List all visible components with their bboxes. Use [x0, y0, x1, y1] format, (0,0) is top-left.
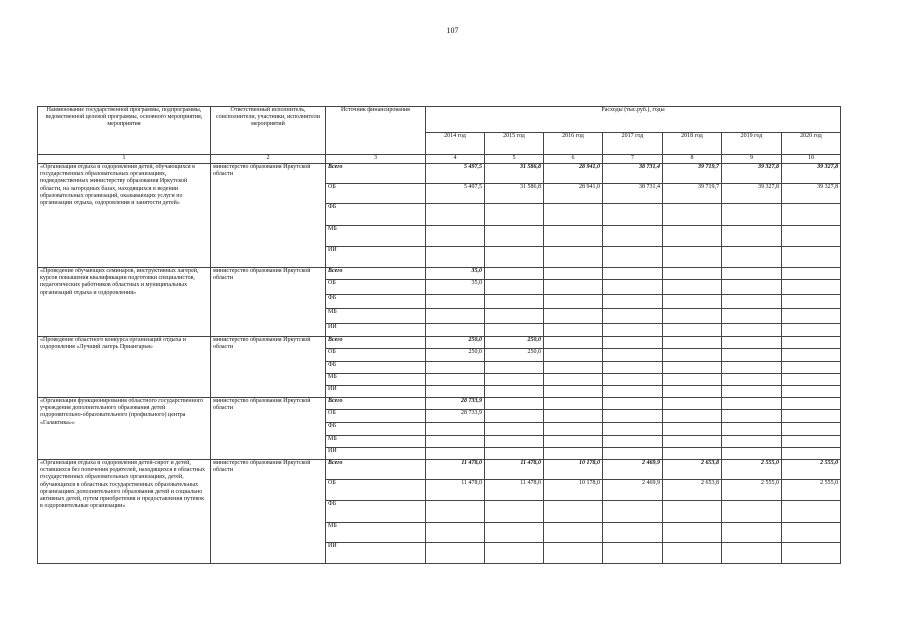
expense-value	[722, 398, 782, 410]
expense-value: 28 941,0	[544, 184, 603, 204]
expense-value	[603, 362, 663, 374]
expense-value: 39 327,8	[722, 164, 782, 184]
expense-value: 28 733,9	[426, 398, 485, 410]
expense-value	[722, 226, 782, 247]
expense-value	[782, 436, 841, 448]
expense-value	[544, 295, 603, 309]
expense-value	[603, 436, 663, 448]
column-number: 10	[782, 155, 841, 164]
expense-value	[722, 268, 782, 280]
header-source: Источник финансирования	[326, 107, 426, 155]
expense-value	[722, 324, 782, 337]
expense-value	[603, 386, 663, 398]
funding-source: ФБ	[326, 501, 426, 523]
activity-executor: министерство образования Иркутской области	[211, 337, 326, 398]
expense-value	[722, 436, 782, 448]
expense-value	[485, 362, 544, 374]
funding-source: ФБ	[326, 423, 426, 436]
funding-source: ОБ	[326, 280, 426, 295]
expense-value	[782, 501, 841, 523]
funding-source: ФБ	[326, 204, 426, 226]
expense-value	[722, 543, 782, 564]
expense-value	[663, 309, 722, 324]
expense-value	[544, 324, 603, 337]
expense-value: 38 731,4	[603, 164, 663, 184]
expense-value	[663, 436, 722, 448]
expense-value	[663, 280, 722, 295]
expense-value	[782, 362, 841, 374]
expense-value: 10 178,0	[544, 480, 603, 501]
expense-value	[663, 448, 722, 460]
expense-value	[782, 247, 841, 268]
expense-value	[544, 349, 603, 362]
expense-value	[544, 268, 603, 280]
expense-value	[485, 436, 544, 448]
header-year: 2016 год	[544, 133, 603, 155]
expense-value	[722, 374, 782, 386]
funding-source: МБ	[326, 226, 426, 247]
expense-value	[485, 448, 544, 460]
expense-value	[426, 448, 485, 460]
expense-value	[722, 309, 782, 324]
expense-value: 250,0	[485, 337, 544, 349]
funding-source: ИИ	[326, 448, 426, 460]
expense-value	[485, 501, 544, 523]
expense-value: 39 327,8	[722, 184, 782, 204]
expense-value: 38 731,4	[603, 184, 663, 204]
expense-value	[426, 423, 485, 436]
expense-value	[722, 501, 782, 523]
expense-value	[485, 295, 544, 309]
funding-source: ОБ	[326, 410, 426, 423]
expense-value	[663, 501, 722, 523]
activity-executor: министерство образования Иркутской области	[211, 268, 326, 337]
expense-value	[544, 501, 603, 523]
expense-value	[722, 448, 782, 460]
expense-value: 250,0	[485, 349, 544, 362]
expense-value	[426, 374, 485, 386]
expense-value	[603, 337, 663, 349]
expense-value	[722, 349, 782, 362]
expense-value	[544, 398, 603, 410]
expense-value	[544, 280, 603, 295]
expense-value	[426, 309, 485, 324]
column-number: 2	[211, 155, 326, 164]
activity-executor: министерство образования Иркутской области	[211, 460, 326, 564]
expense-value	[722, 337, 782, 349]
expense-value	[722, 386, 782, 398]
expense-value	[782, 398, 841, 410]
expense-value	[663, 423, 722, 436]
header-year: 2020 год	[782, 133, 841, 155]
table-row	[38, 337, 841, 349]
expense-value	[722, 280, 782, 295]
expense-value	[426, 295, 485, 309]
expense-value	[603, 501, 663, 523]
expense-value	[544, 362, 603, 374]
expense-value: 31 586,8	[485, 164, 544, 184]
expense-value	[485, 247, 544, 268]
expense-value	[485, 280, 544, 295]
expense-value	[663, 374, 722, 386]
activity-executor: министерство образования Иркутской области	[211, 164, 326, 268]
budget-table	[37, 106, 841, 564]
expense-value: 11 478,0	[485, 460, 544, 480]
expense-value	[426, 386, 485, 398]
activity-name: «Проведение обучающих семинаров, инструктивных лагерей, курсов повышения квалификации подготовки специалистов, педагогических работников областных и муниципальных организаций отдыха и оздоровления»	[38, 268, 211, 337]
funding-source: ОБ	[326, 349, 426, 362]
expense-value	[782, 337, 841, 349]
header-year: 2017 год	[603, 133, 663, 155]
funding-source: Всего	[326, 398, 426, 410]
expense-value	[782, 543, 841, 564]
expense-value	[782, 226, 841, 247]
expense-value	[663, 295, 722, 309]
activity-name: «Организация отдыха и оздоровления детей, обучающихся в государственных образовательных организациях, подведомственных министерству образования Иркутской области, на загородных базах, находящихся в ведении образовательных организаций, оказывающих услуги по организации отдыха, оздоровления и занятости детей»	[38, 164, 211, 268]
expense-value	[544, 423, 603, 436]
expense-value: 31 586,8	[485, 184, 544, 204]
funding-source: МБ	[326, 374, 426, 386]
column-number: 7	[603, 155, 663, 164]
funding-source: ИИ	[326, 543, 426, 564]
expense-value	[722, 204, 782, 226]
expense-value	[544, 448, 603, 460]
funding-source: МБ	[326, 309, 426, 324]
expense-value	[603, 280, 663, 295]
expense-value	[663, 204, 722, 226]
expense-value	[722, 362, 782, 374]
expense-value: 2 555,0	[782, 480, 841, 501]
expense-value	[603, 204, 663, 226]
expense-value: 2 555,0	[722, 460, 782, 480]
expense-value: 2 469,9	[603, 460, 663, 480]
expense-value	[485, 398, 544, 410]
expense-value	[485, 386, 544, 398]
column-number: 8	[663, 155, 722, 164]
expense-value	[663, 410, 722, 423]
expense-value	[603, 423, 663, 436]
expense-value: 2 555,0	[782, 460, 841, 480]
expense-value	[426, 362, 485, 374]
column-number: 1	[38, 155, 211, 164]
expense-value	[544, 374, 603, 386]
table-row	[38, 460, 841, 480]
expense-value: 11 478,0	[426, 460, 485, 480]
expense-value	[663, 268, 722, 280]
expense-value: 39 719,7	[663, 184, 722, 204]
table-row	[38, 268, 841, 280]
expense-value	[603, 374, 663, 386]
funding-source: Всего	[326, 268, 426, 280]
funding-source: ОБ	[326, 480, 426, 501]
expense-value	[782, 204, 841, 226]
expense-value	[603, 523, 663, 543]
header-year: 2015 год	[485, 133, 544, 155]
expense-value	[603, 295, 663, 309]
expense-value: 5 497,5	[426, 164, 485, 184]
expense-value	[663, 226, 722, 247]
expense-value	[782, 423, 841, 436]
expense-value	[426, 543, 485, 564]
column-number: 6	[544, 155, 603, 164]
expense-value	[485, 543, 544, 564]
expense-value	[782, 295, 841, 309]
funding-source: Всего	[326, 460, 426, 480]
column-number: 3	[326, 155, 426, 164]
expense-value	[782, 309, 841, 324]
expense-value: 250,0	[426, 349, 485, 362]
header-program-name: Наименование государственной программы, подпрограммы, ведомственной целевой программы, основного мероприятия, мероприятия	[38, 107, 211, 155]
page-number: 107	[446, 26, 459, 35]
expense-value	[544, 204, 603, 226]
funding-source: МБ	[326, 523, 426, 543]
expense-value	[663, 362, 722, 374]
funding-source: ФБ	[326, 362, 426, 374]
expense-value	[782, 410, 841, 423]
header-year: 2014 год	[426, 133, 485, 155]
expense-value	[722, 410, 782, 423]
expense-value	[782, 386, 841, 398]
expense-value	[485, 374, 544, 386]
expense-value: 39 327,8	[782, 184, 841, 204]
expense-value	[663, 349, 722, 362]
expense-value	[544, 436, 603, 448]
funding-source: ИИ	[326, 247, 426, 268]
column-number: 9	[722, 155, 782, 164]
expense-value	[426, 523, 485, 543]
table-body	[38, 164, 841, 564]
expense-value: 2 555,0	[722, 480, 782, 501]
funding-source: ФБ	[326, 295, 426, 309]
expense-value	[544, 543, 603, 564]
expense-value	[663, 398, 722, 410]
expense-value	[722, 247, 782, 268]
expense-value: 35,0	[426, 268, 485, 280]
expense-value	[544, 386, 603, 398]
expense-value	[544, 247, 603, 268]
expense-value	[603, 309, 663, 324]
expense-value	[485, 309, 544, 324]
expense-value: 2 653,8	[663, 460, 722, 480]
expense-value	[663, 543, 722, 564]
table-row	[38, 398, 841, 410]
expense-value: 2 653,8	[663, 480, 722, 501]
expense-value	[544, 523, 603, 543]
column-numbers-row	[38, 155, 841, 164]
expense-value	[782, 280, 841, 295]
expense-value	[782, 349, 841, 362]
activity-executor: министерство образования Иркутской области	[211, 398, 326, 460]
expense-value	[782, 268, 841, 280]
expense-value	[603, 226, 663, 247]
expense-value: 28 733,9	[426, 410, 485, 423]
expense-value	[544, 226, 603, 247]
expense-value	[603, 543, 663, 564]
expense-value	[603, 398, 663, 410]
funding-source: Всего	[326, 337, 426, 349]
expense-value: 11 478,0	[485, 480, 544, 501]
funding-source: ИИ	[326, 386, 426, 398]
expense-value	[603, 448, 663, 460]
expense-value: 10 178,0	[544, 460, 603, 480]
expense-value	[782, 324, 841, 337]
expense-value	[603, 247, 663, 268]
activity-name: «Организация функционирования областного государственного учреждения дополнительного образования детей оздоровительно-образовательного (профильного) центра «Галактика»»	[38, 398, 211, 460]
expense-value	[603, 349, 663, 362]
funding-source: МБ	[326, 436, 426, 448]
column-number: 4	[426, 155, 485, 164]
expense-value: 5 497,5	[426, 184, 485, 204]
expense-value	[663, 386, 722, 398]
expense-value	[485, 410, 544, 423]
column-number: 5	[485, 155, 544, 164]
expense-value	[663, 523, 722, 543]
expense-value	[603, 268, 663, 280]
expense-value	[663, 247, 722, 268]
expense-value	[426, 436, 485, 448]
expense-value	[426, 204, 485, 226]
table-row	[38, 164, 841, 184]
funding-source: ОБ	[326, 184, 426, 204]
expense-value	[544, 410, 603, 423]
activity-name: «Проведение областного конкурса организаций отдыха и оздоровления «Лучший лагерь Приангарья»	[38, 337, 211, 398]
expense-value	[782, 448, 841, 460]
expense-value: 39 327,8	[782, 164, 841, 184]
expense-value	[426, 226, 485, 247]
expense-value	[663, 324, 722, 337]
header-expenses: Расходы (тыс.руб.), годы	[426, 107, 841, 133]
expense-value	[426, 324, 485, 337]
expense-value	[782, 374, 841, 386]
header-year: 2019 год	[722, 133, 782, 155]
expense-value: 35,0	[426, 280, 485, 295]
expense-value	[485, 268, 544, 280]
expense-value	[485, 423, 544, 436]
expense-value	[782, 523, 841, 543]
expense-value	[426, 501, 485, 523]
expense-value: 39 719,7	[663, 164, 722, 184]
expense-value	[485, 226, 544, 247]
expense-value	[603, 324, 663, 337]
expense-value	[426, 247, 485, 268]
expense-value: 11 478,0	[426, 480, 485, 501]
expense-value	[485, 523, 544, 543]
header-year: 2018 год	[663, 133, 722, 155]
expense-value	[485, 324, 544, 337]
expense-value	[544, 337, 603, 349]
funding-source: ИИ	[326, 324, 426, 337]
expense-value	[663, 337, 722, 349]
expense-value	[544, 309, 603, 324]
expense-value: 250,0	[426, 337, 485, 349]
expense-value: 2 469,9	[603, 480, 663, 501]
activity-name: «Организация отдыха и оздоровления детей-сирот и детей, оставшихся без попечения родителей, находящихся в областных государственных образовательных организациях, детей, обучающихся в областных государственных образовательных организациях дополнительного образования детей и социально активных детей, путем приобретения и предоставления путевок в оздоровительные организации»	[38, 460, 211, 564]
expense-value: 28 941,0	[544, 164, 603, 184]
expense-value	[722, 423, 782, 436]
funding-source: Всего	[326, 164, 426, 184]
header-executor: Ответственный исполнитель, соисполнители, участники, исполнители мероприятий	[211, 107, 326, 155]
expense-value	[722, 523, 782, 543]
expense-value	[485, 204, 544, 226]
expense-value	[603, 410, 663, 423]
expense-value	[722, 295, 782, 309]
